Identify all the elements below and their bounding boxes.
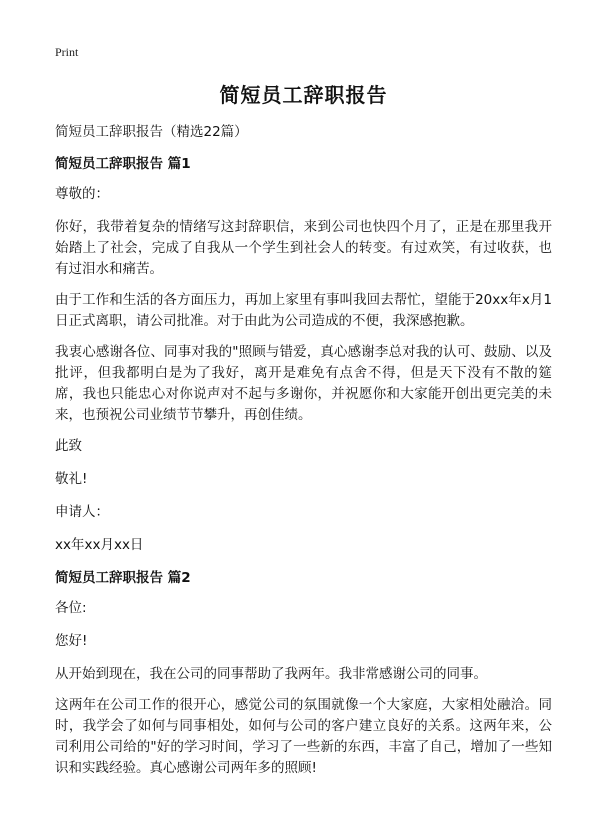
section-1-date: xx年xx月xx日 (55, 537, 144, 553)
section-2-heading: 简短员工辞职报告 篇2 (55, 570, 191, 586)
section-1-closing-1: 此致 (55, 438, 82, 454)
section-1-paragraph-2: 由于工作和生活的各方面压力，再加上家里有事叫我回去帮忙，望能于20xx年x月1日正式离职，请公司批准。对于由此为公司造成的不便，我深感抱歉。 (55, 292, 552, 329)
document-title: 简短员工辞职报告 (219, 83, 388, 107)
section-2-paragraph-2: 这两年在公司工作的很开心，感觉公司的氛围就像一个大家庭，大家相处融洽。同时，我学会了如何与同事相处，如何与公司的客户建立良好的关系。这两年来，公司利用公司给的"好的学习时间，学习了一些新的东西，丰富了自己，增加了一些知识和实践经验。真心感谢公司两年多的照顾! (55, 697, 552, 776)
section-1-heading: 简短员工辞职报告 篇1 (55, 156, 191, 172)
document-subtitle: 简短员工辞职报告（精选22篇） (55, 124, 248, 140)
section-1-paragraph-3: 我衷心感谢各位、同事对我的"照顾与错爱，真心感谢李总对我的认可、鼓励、以及批评，但我都明白是为了我好，离开是难免有点舍不得，但是天下没有不散的筵席，我也只能忠心对你说声对不起与多谢你，并祝愿你和大家能开创出更完美的未来，也预祝公司业绩节节攀升，再创佳绩。 (55, 344, 552, 423)
section-1-closing-2: 敬礼! (55, 471, 88, 487)
print-link[interactable]: Print (55, 45, 79, 59)
section-1-applicant: 申请人： (55, 504, 109, 520)
section-2-greeting: 各位: (55, 600, 87, 616)
section-1-paragraph-1: 你好，我带着复杂的情绪写这封辞职信，来到公司也快四个月了，正是在那里我开始踏上了社会，完成了自我从一个学生到社会人的转变。有过欢笑，有过收获，也有过泪水和痛苦。 (55, 219, 552, 277)
section-2-paragraph-1: 从开始到现在，我在公司的同事帮助了我两年。我非常感谢公司的同事。 (55, 666, 487, 682)
section-1-greeting: 尊敬的： (55, 186, 109, 202)
section-2-hello: 您好! (55, 633, 88, 649)
